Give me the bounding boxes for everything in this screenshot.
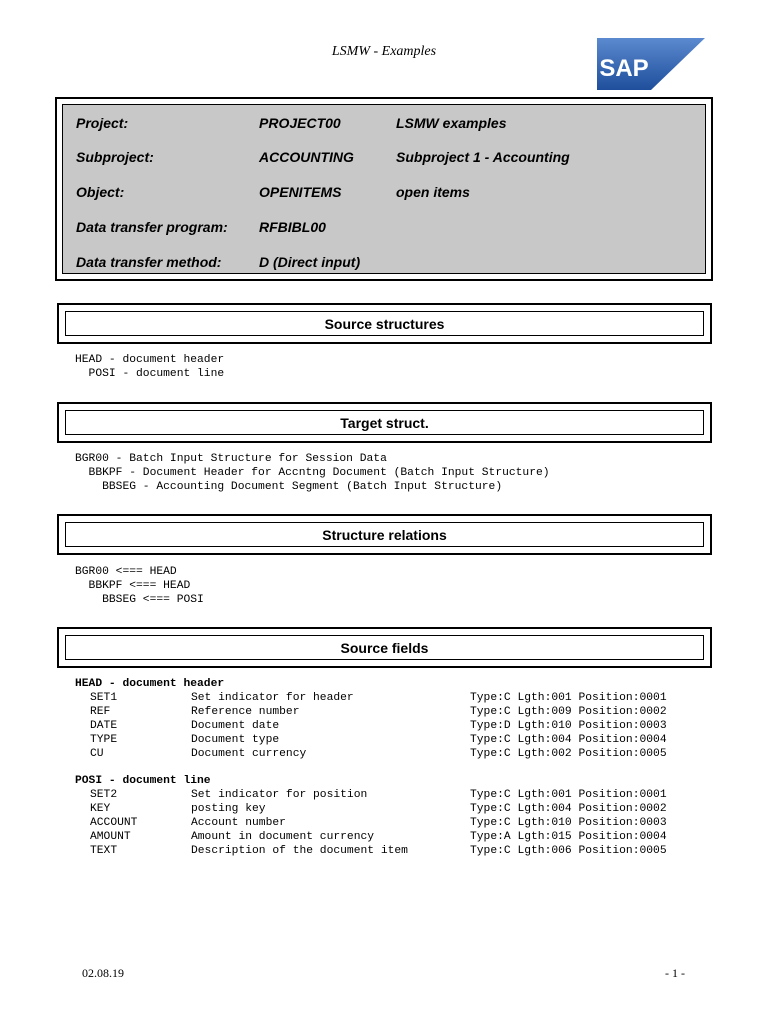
field-name: DATE xyxy=(90,720,118,732)
field-description: Document type xyxy=(191,734,280,746)
field-description: Document date xyxy=(191,720,280,732)
field-description: Reference number xyxy=(191,706,300,718)
method-row xyxy=(63,254,705,274)
field-name: KEY xyxy=(90,803,111,815)
project-label: Project: xyxy=(76,115,129,131)
subproject-description: Subproject 1 - Accounting xyxy=(396,149,570,165)
field-row xyxy=(0,831,667,845)
object-label: Object: xyxy=(76,184,125,200)
field-type: Type:C Lgth:004 Position:0002 xyxy=(470,803,667,815)
subproject-row xyxy=(63,149,705,169)
project-panel xyxy=(62,104,706,274)
field-description: Account number xyxy=(191,817,286,829)
field-row xyxy=(0,789,667,803)
source-fields-header xyxy=(57,627,712,668)
field-type: Type:C Lgth:006 Position:0005 xyxy=(470,845,667,857)
method-label: Data transfer method: xyxy=(76,254,222,270)
subproject-value: ACCOUNTING xyxy=(259,149,354,165)
footer-page-number: - 1 - xyxy=(665,966,685,980)
project-row xyxy=(63,115,705,135)
source-fields-title: Source fields xyxy=(65,635,704,660)
footer-date: 02.08.19 xyxy=(82,966,124,980)
field-row xyxy=(0,817,667,831)
target-struct-header xyxy=(57,402,712,443)
page-title: LSMW - Examples xyxy=(331,44,437,59)
program-row xyxy=(63,219,705,239)
project-description: LSMW examples xyxy=(396,115,507,131)
subproject-label: Subproject: xyxy=(76,149,154,165)
structure-relation-line: BGR00 <=== HEAD xyxy=(75,566,177,578)
field-description: Set indicator for position xyxy=(191,789,368,801)
field-description: Set indicator for header xyxy=(191,692,354,704)
structure-relation-line: BBKPF <=== HEAD xyxy=(75,580,191,592)
field-row xyxy=(0,734,667,748)
object-description: open items xyxy=(396,184,470,200)
field-type: Type:C Lgth:010 Position:0003 xyxy=(470,817,667,829)
logo-text: SAP xyxy=(599,55,649,82)
sap-logo xyxy=(597,38,705,90)
source-structures-title: Source structures xyxy=(65,311,704,336)
field-name: SET1 xyxy=(90,692,118,704)
structure-relations-header xyxy=(57,514,712,555)
structure-relations-title: Structure relations xyxy=(65,522,704,547)
source-structures-line: HEAD - document header xyxy=(75,354,225,366)
field-row xyxy=(0,748,667,762)
target-struct-title: Target struct. xyxy=(65,410,704,435)
structure-relation-line: BBSEG <=== POSI xyxy=(75,594,204,606)
field-row xyxy=(0,692,667,706)
field-name: CU xyxy=(90,748,104,760)
target-struct-line: BBKPF - Document Header for Accntng Document (Batch Input Structure) xyxy=(75,467,550,479)
target-struct-line: BGR00 - Batch Input Structure for Session Data xyxy=(75,453,387,465)
source-structures-line: POSI - document line xyxy=(75,368,225,380)
field-description: Description of the document item xyxy=(191,845,408,857)
program-value: RFBIBL00 xyxy=(259,219,326,235)
project-value: PROJECT00 xyxy=(259,115,341,131)
target-struct-line: BBSEG - Accounting Document Segment (Batch Input Structure) xyxy=(75,481,503,493)
field-description: Amount in document currency xyxy=(191,831,375,843)
object-row xyxy=(63,184,705,204)
field-name: ACCOUNT xyxy=(90,817,138,829)
field-type: Type:C Lgth:004 Position:0004 xyxy=(470,734,667,746)
field-type: Type:C Lgth:001 Position:0001 xyxy=(470,692,667,704)
field-type: Type:C Lgth:002 Position:0005 xyxy=(470,748,667,760)
object-value: OPENITEMS xyxy=(259,184,342,200)
project-box xyxy=(55,97,713,281)
field-row xyxy=(0,720,667,734)
field-name: TEXT xyxy=(90,845,118,857)
field-type: Type:C Lgth:009 Position:0002 xyxy=(470,706,667,718)
field-row xyxy=(0,845,667,859)
program-label: Data transfer program: xyxy=(76,219,228,235)
field-type: Type:D Lgth:010 Position:0003 xyxy=(470,720,667,732)
field-name: TYPE xyxy=(90,734,118,746)
field-name: AMOUNT xyxy=(90,831,131,843)
field-description: Document currency xyxy=(191,748,307,760)
field-type: Type:A Lgth:015 Position:0004 xyxy=(470,831,667,843)
field-name: REF xyxy=(90,706,111,718)
field-name: SET2 xyxy=(90,789,118,801)
field-group-heading: HEAD - document header xyxy=(75,678,225,690)
field-type: Type:C Lgth:001 Position:0001 xyxy=(470,789,667,801)
field-row xyxy=(0,706,667,720)
field-description: posting key xyxy=(191,803,266,815)
method-value: D (Direct input) xyxy=(259,254,361,270)
field-group-heading: POSI - document line xyxy=(75,775,211,787)
source-structures-header xyxy=(57,303,712,344)
field-row xyxy=(0,803,667,817)
